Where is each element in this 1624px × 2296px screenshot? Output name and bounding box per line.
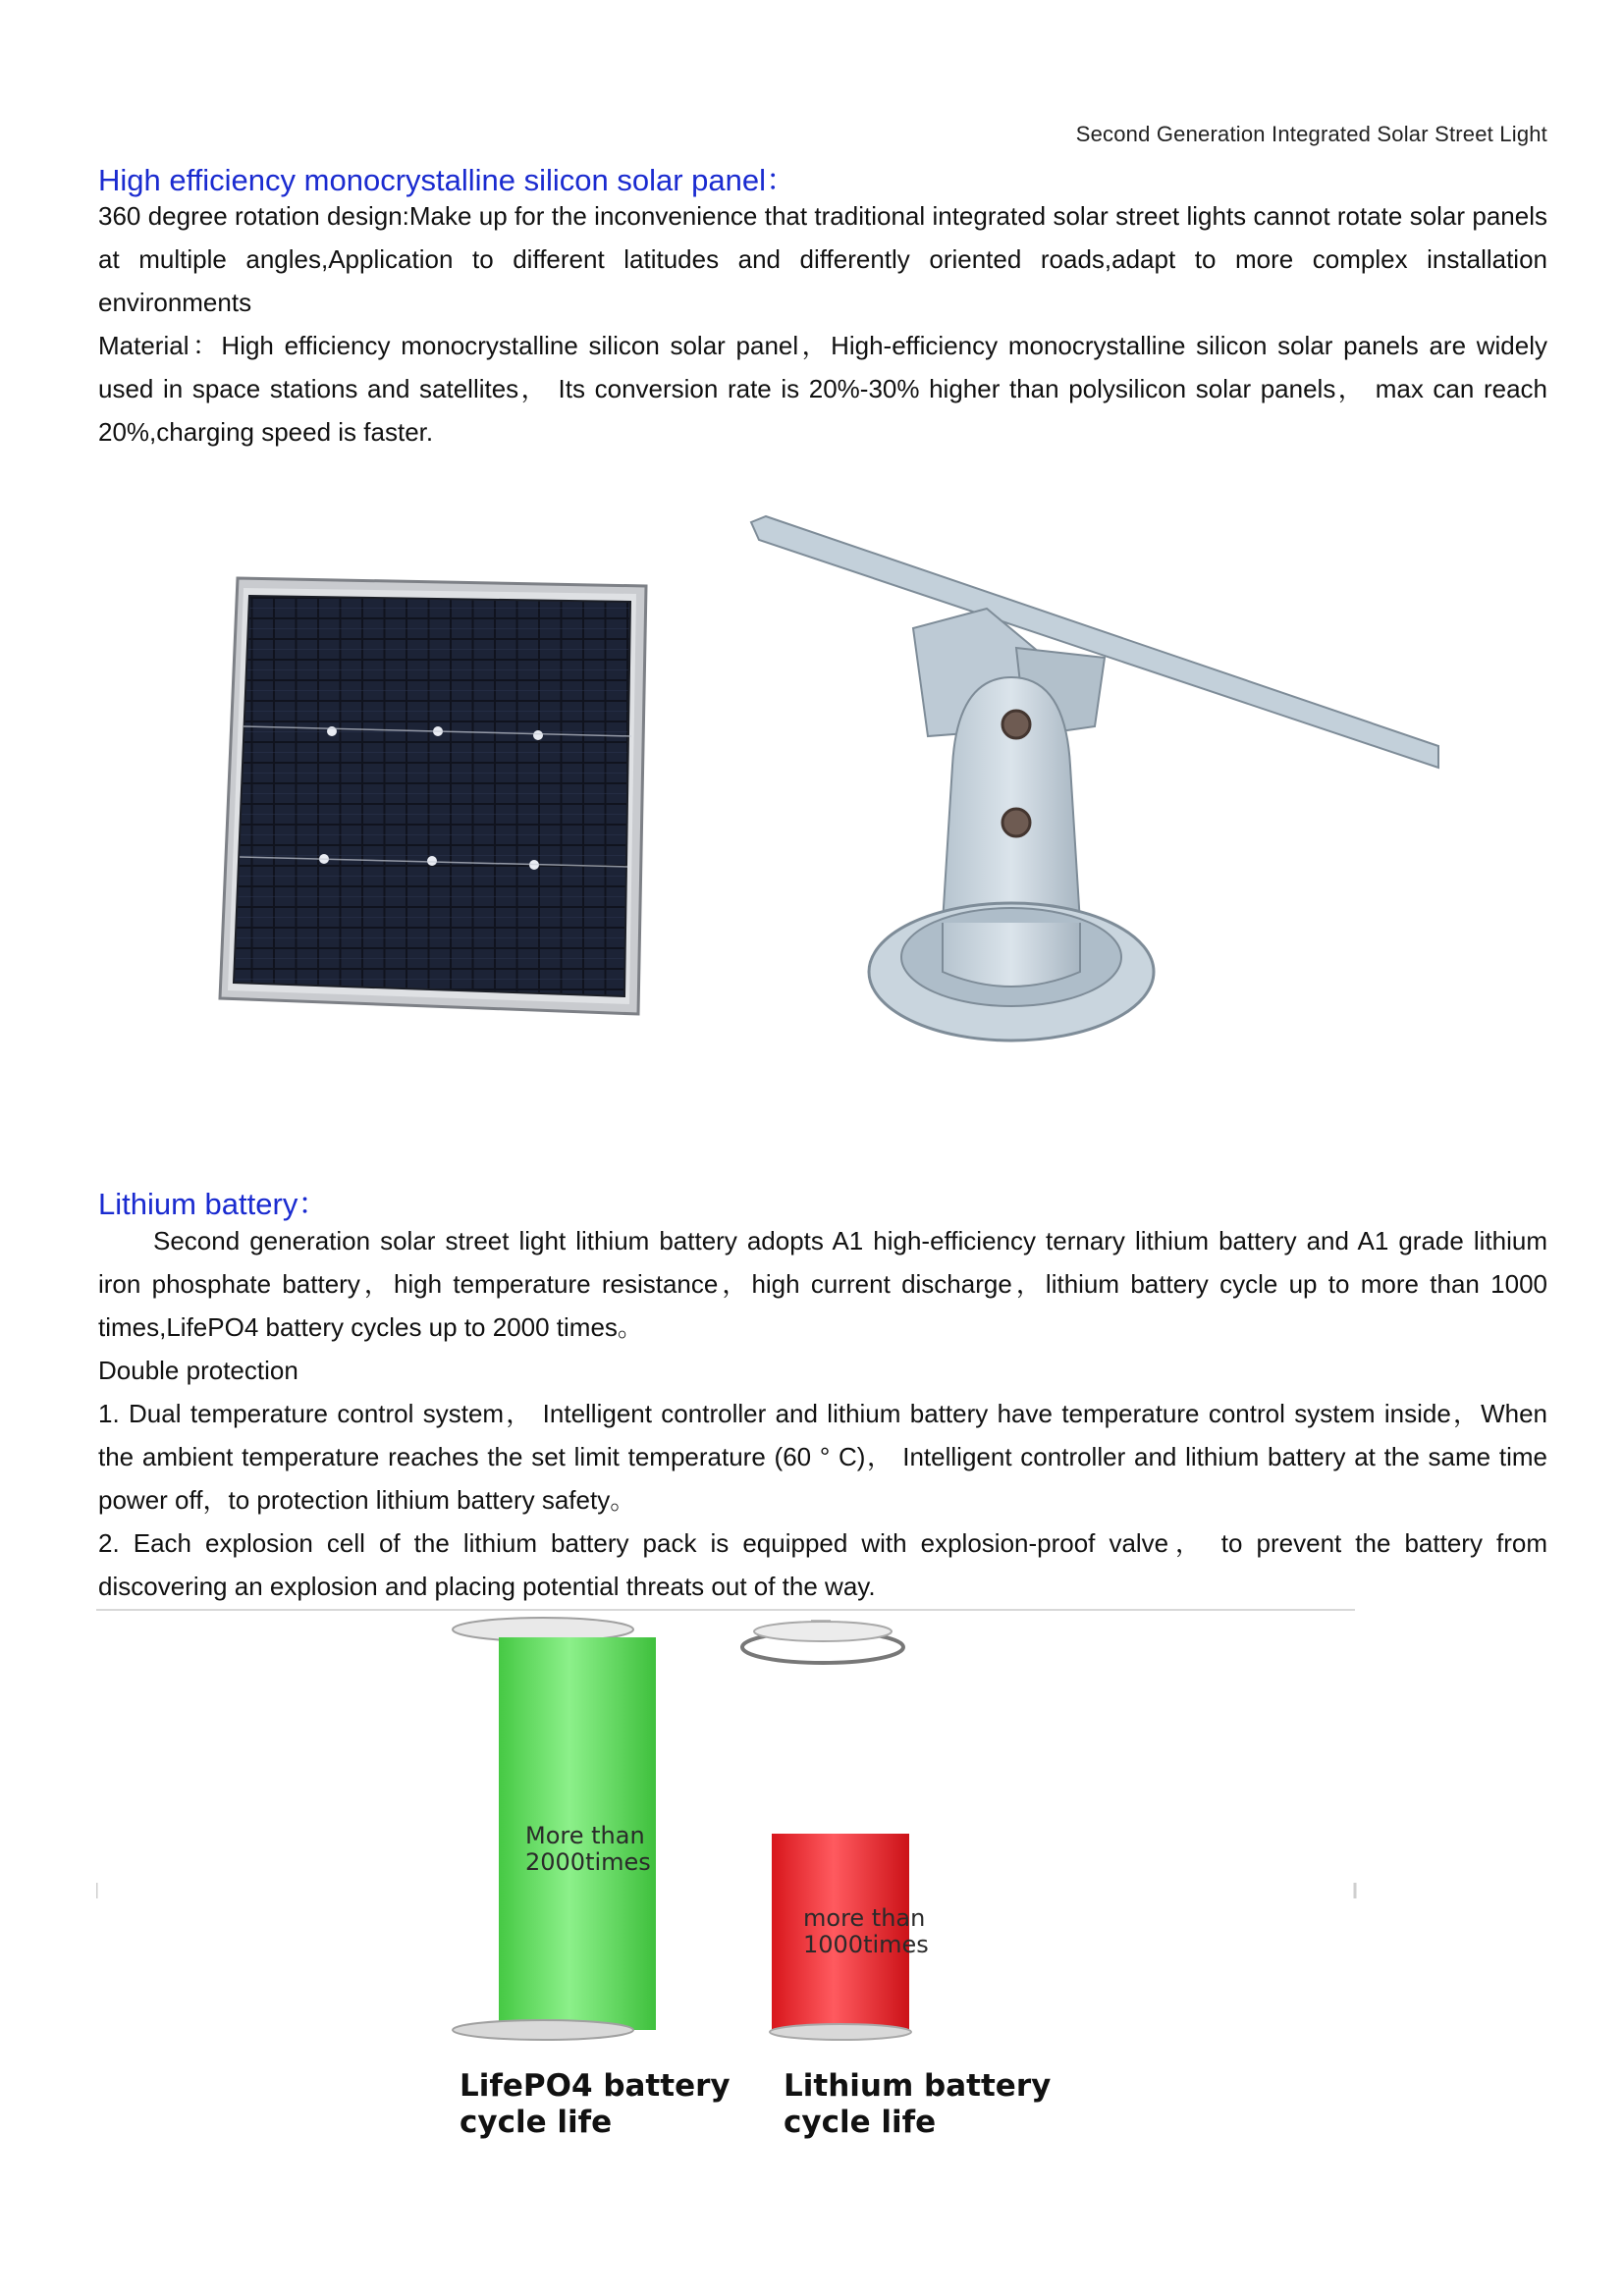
lifepo4-inner-text-2: 2000times — [525, 1848, 651, 1876]
rotating-mount-image — [731, 510, 1458, 1070]
lithium-battery-heading: Lithium battery： — [98, 1187, 329, 1221]
lifepo4-inner-text-1: More than — [525, 1822, 645, 1849]
lifepo4-battery-cell — [453, 1618, 656, 2040]
document-header: Second Generation Integrated Solar Street Light — [1075, 122, 1547, 146]
lithium-inner-text-1: more than — [803, 1904, 926, 1932]
protection-point-1: 1. Dual temperature control system， Intelligent controller and lithium battery have temperature control system inside，When the ambient temperature reaches the set limit temperature (60 ° C)， Intelligent controller and lithium battery at the same time power off，to protection lithium battery safety。 — [98, 1399, 1547, 1515]
rotation-paragraph: 360 degree rotation design:Make up for the inconvenience that traditional integrated solar street lights cannot rotate solar panels at multiple angles,Application to different latitudes and differently oriented roads,adapt to more complex installation environments — [98, 201, 1547, 317]
lifepo4-label-line1: LifePO4 battery — [460, 2068, 731, 2104]
lithium-label-line2: cycle life — [784, 2105, 937, 2140]
lithium-label-line1: Lithium battery — [784, 2068, 1052, 2104]
battery-cycle-figure — [96, 1608, 1363, 2177]
lithium-battery-cell — [742, 1620, 929, 2040]
solar-panel-text — [98, 194, 1547, 454]
lithium-inner-text-2: 1000times — [803, 1931, 929, 1958]
lifepo4-label-line2: cycle life — [460, 2105, 613, 2140]
battery-intro-paragraph: Second generation solar street light lithium battery adopts A1 high-efficiency ternary lithium battery and A1 grade lithium iron phosphate battery，high temperature resistance，high current discharge，lithium battery cycle up to more than 1000 times,LifePO4 battery cycles up to 2000 times。 — [98, 1226, 1547, 1342]
solar-panel-image — [214, 574, 651, 1016]
lithium-battery-text — [98, 1219, 1547, 1608]
solar-panel-heading: High efficiency monocrystalline silicon solar panel： — [98, 163, 797, 197]
double-protection-title: Double protection — [98, 1356, 298, 1385]
material-paragraph: Material：High efficiency monocrystalline silicon solar panel，High-efficiency monocrystalline silicon solar panels are widely used in space stations and satellites， Its conversion rate is 20%-30% higher than polysilicon solar panels， max can reach 20%,charging speed is faster. — [98, 331, 1547, 447]
protection-point-2: 2. Each explosion cell of the lithium battery pack is equipped with explosion-proof valve， to prevent the battery from discovering an explosion and placing potential threats out of the way. — [98, 1528, 1547, 1601]
